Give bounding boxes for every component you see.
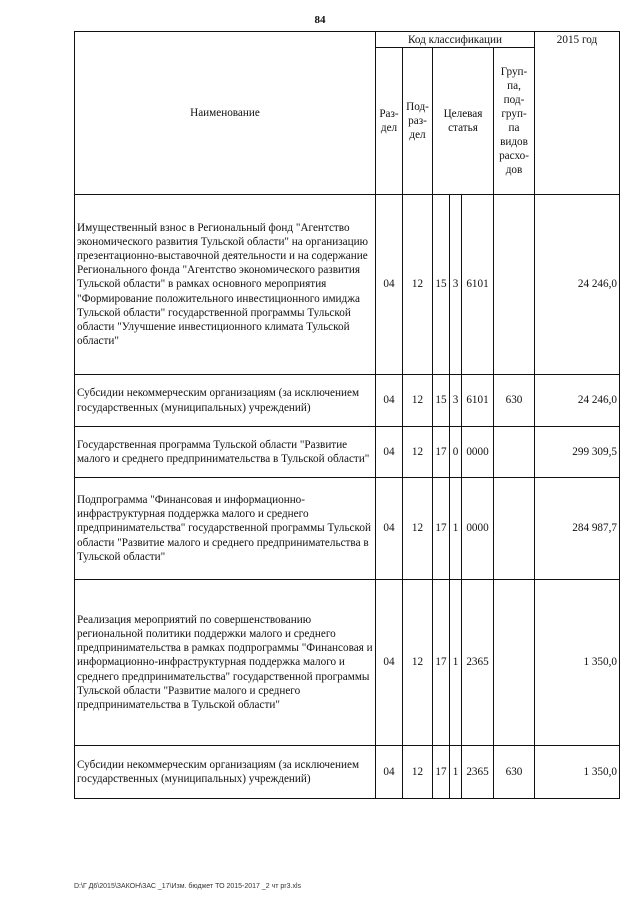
row-target-a: 17 [433,580,450,746]
row-target-b: 3 [450,375,462,427]
row-subsection: 12 [403,375,433,427]
row-group [494,427,535,478]
header-classification: Код классификации [376,32,535,48]
table-row [75,195,620,375]
row-subsection: 12 [403,478,433,580]
header-name: Наименование [75,32,376,195]
row-name: Субсидии некоммерческим организациям (за исключением государственных (муниципальных) учреждений) [75,375,376,427]
row-target-c: 0000 [462,478,494,580]
table-row [75,580,620,746]
budget-table [74,31,620,799]
row-subsection: 12 [403,746,433,799]
row-amount: 284 987,7 [535,478,620,580]
row-target-a: 17 [433,746,450,799]
row-amount: 24 246,0 [535,195,620,375]
page-number: 84 [314,14,326,26]
row-target-a: 15 [433,195,450,375]
row-target-c: 2365 [462,580,494,746]
row-amount: 1 350,0 [535,580,620,746]
table-row [75,746,620,799]
row-target-b: 0 [450,427,462,478]
row-section: 04 [376,746,403,799]
header-section: Раз- дел [376,48,403,195]
row-section: 04 [376,375,403,427]
row-section: 04 [376,427,403,478]
row-name: Государственная программа Тульской области "Развитие малого и среднего предпринимательства в Тульской области" [75,427,376,478]
file-path-footer: D:\Г Д6\2015\ЗАКОН\ЗАС _17\Изм. бюджет ТО 2015-2017 _2 чт pr3.xls [74,883,302,890]
row-target-b: 1 [450,478,462,580]
row-group [494,478,535,580]
row-subsection: 12 [403,195,433,375]
row-subsection: 12 [403,427,433,478]
row-target-b: 1 [450,746,462,799]
row-name: Имущественный взнос в Региональный фонд "Агентство экономического развития Тульской области" на организацию презентационно-выставочной деятельности и на содержание Регионального фонда "Агентство экономического развития Тульской области" в рамках основного мероприятия "Формирование положительного инвестиционного имиджа Тульской области" государственной программы Тульской области "Улучшение инвестиционного климата Тульской области" [75,195,376,375]
header-target: Целевая статья [433,48,494,195]
row-group: 630 [494,375,535,427]
row-target-b: 1 [450,580,462,746]
row-name: Реализация мероприятий по совершенствованию региональной политики поддержки малого и среднего предпринимательства в рамках подпрограммы "Финансовая и информационно-инфраструктурная поддержка малого и среднего предпринимательства" государственной программы Тульской области "Развитие малого и среднего предпринимательства в Тульской области" [75,580,376,746]
row-section: 04 [376,478,403,580]
row-subsection: 12 [403,580,433,746]
header-row-top [75,32,620,48]
table-row [75,478,620,580]
row-target-c: 2365 [462,746,494,799]
row-target-a: 17 [433,427,450,478]
header-subsection: Под- раз- дел [403,48,433,195]
row-group [494,580,535,746]
row-target-b: 3 [450,195,462,375]
table-row [75,375,620,427]
row-amount: 299 309,5 [535,427,620,478]
row-target-a: 17 [433,478,450,580]
row-target-a: 15 [433,375,450,427]
row-name: Подпрограмма "Финансовая и информационно-инфраструктурная поддержка малого и среднего предпринимательства" государственной программы Тульской области "Развитие малого и среднего предпринимательства в Тульской области" [75,478,376,580]
row-section: 04 [376,580,403,746]
header-year: 2015 год [535,32,620,195]
row-amount: 1 350,0 [535,746,620,799]
row-target-c: 0000 [462,427,494,478]
table-row [75,427,620,478]
row-group: 630 [494,746,535,799]
row-amount: 24 246,0 [535,375,620,427]
row-group [494,195,535,375]
row-section: 04 [376,195,403,375]
row-name: Субсидии некоммерческим организациям (за исключением государственных (муниципальных) учреждений) [75,746,376,799]
header-group: Груп- па, под- груп- па видов расхо- дов [494,48,535,195]
row-target-c: 6101 [462,195,494,375]
row-target-c: 6101 [462,375,494,427]
